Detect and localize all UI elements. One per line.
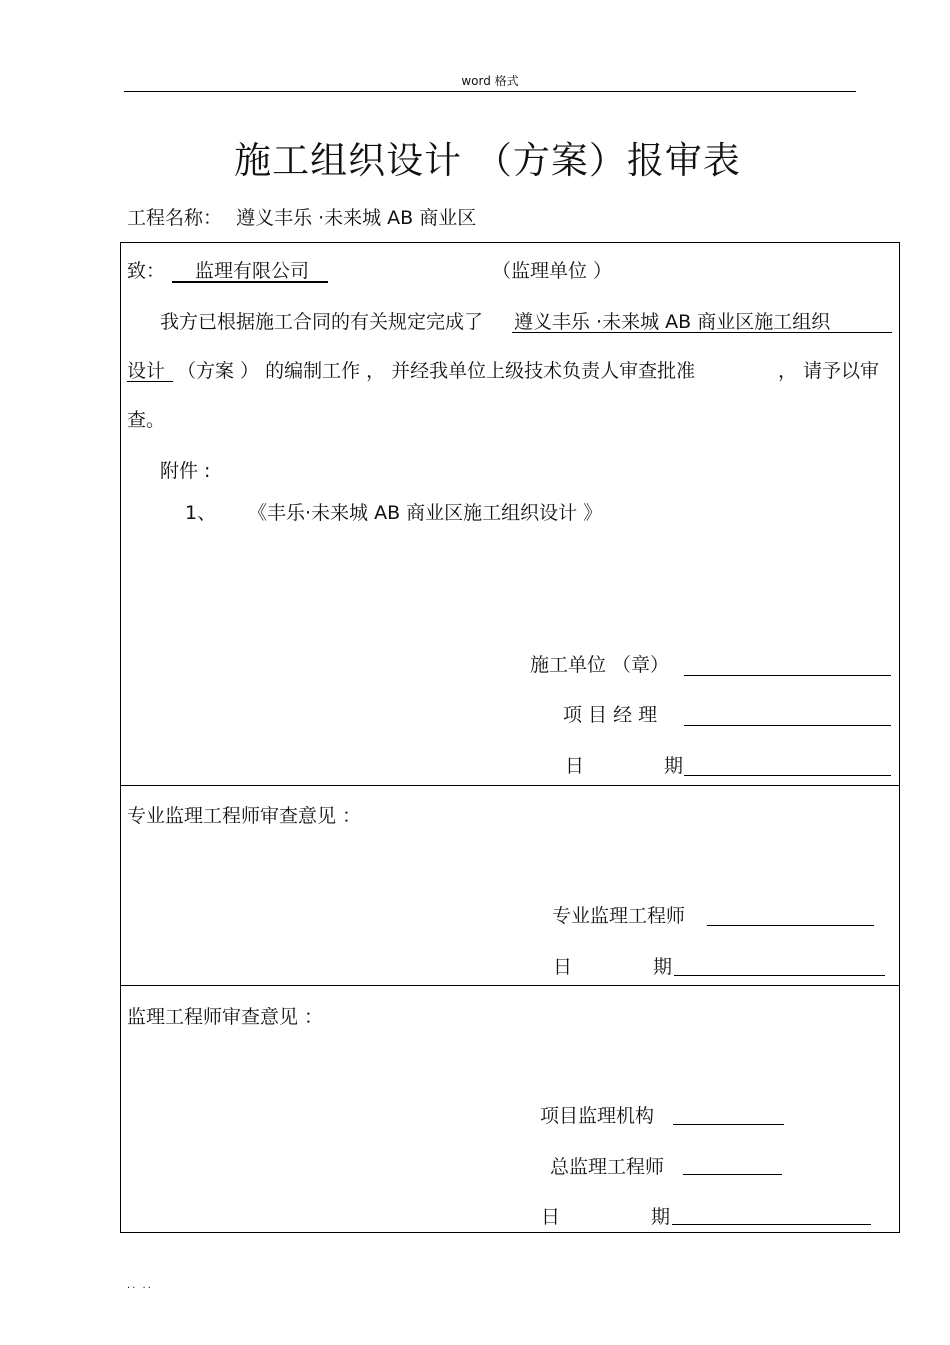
project-name-line <box>127 203 476 230</box>
sign-date-line <box>684 775 891 776</box>
footer-marks: .. .. <box>127 1280 153 1291</box>
body-line2-part3: ， 请予以审 <box>778 360 880 382</box>
section-divider-2 <box>120 985 900 986</box>
body-project-underline <box>512 332 892 333</box>
sign-unit-line <box>684 675 891 676</box>
form-table <box>120 242 900 1233</box>
body-design-underline <box>127 381 173 382</box>
supervision-org-label: 项目监理机构 <box>540 1105 655 1127</box>
header-rule <box>124 91 856 92</box>
sign-manager-label: 项 目 经 理 <box>563 704 658 726</box>
specialist-date-label-2: 期 <box>653 956 673 978</box>
sign-unit-label: 施工单位 （章） <box>530 654 670 676</box>
chief-engineer-label: 总监理工程师 <box>550 1156 665 1178</box>
body-line3: 查。 <box>127 409 166 431</box>
supervision-org-line <box>673 1124 784 1125</box>
sign-date-label-2: 期 <box>664 755 684 777</box>
sign-date-label-1: 日 <box>565 755 585 777</box>
chief-engineer-line <box>683 1174 782 1175</box>
specialist-review-label: 专业监理工程师审查意见 ： <box>127 805 362 827</box>
supervisor-unit-underline <box>172 281 328 283</box>
page-header-label: word 格式 <box>461 74 519 88</box>
supervisor-date-label-1: 日 <box>541 1206 561 1228</box>
attachment-item: 《丰乐·未来城 AB 商业区施工组织设计 》 <box>248 502 603 524</box>
attachment-label: 附件 : <box>160 460 211 482</box>
supervisor-date-label-2: 期 <box>651 1206 671 1228</box>
specialist-date-label-1: 日 <box>553 956 573 978</box>
body-line1-part2: 遵义丰乐 ·未来城 AB 商业区施工组织 <box>514 311 831 333</box>
project-name-label: 工程名称： <box>127 207 223 229</box>
supervisor-review-label: 监理工程师审查意见 ： <box>127 1006 324 1028</box>
supervisor-date-line <box>672 1224 871 1225</box>
section-divider-1 <box>120 785 900 786</box>
specialist-engineer-label: 专业监理工程师 <box>552 905 686 927</box>
project-name-value: 遵义丰乐 ·未来城 AB 商业区 <box>236 207 477 229</box>
supervisor-unit-suffix: （监理单位 ） <box>492 260 613 282</box>
attachment-index: 1、 <box>185 502 217 524</box>
to-label: 致： <box>127 260 166 282</box>
body-line2-part2: （方案 ） 的编制工作 ， 并经我单位上级技术负责人审查批准 <box>177 360 696 382</box>
sign-manager-line <box>684 725 891 726</box>
specialist-engineer-line <box>707 925 874 926</box>
body-line1-part1: 我方已根据施工合同的有关规定完成了 <box>160 311 484 333</box>
specialist-date-line <box>674 975 885 976</box>
body-line2-part1: 设计 <box>127 360 166 382</box>
page-title: 施工组织设计 （方案）报审表 <box>234 139 741 182</box>
supervisor-unit-value: 监理有限公司 <box>195 260 310 282</box>
